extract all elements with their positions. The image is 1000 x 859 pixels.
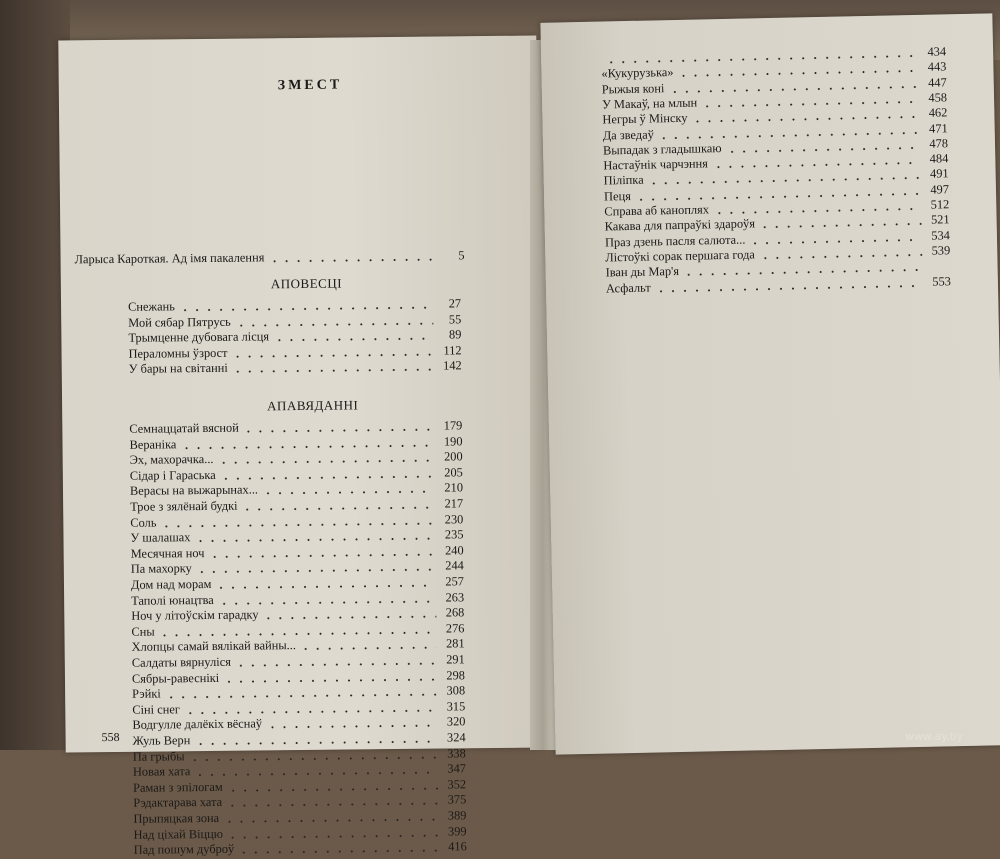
toc-entry: [75, 248, 465, 267]
dot-leader: [180, 444, 434, 449]
dot-leader: [266, 725, 437, 729]
toc-entry-page: 447: [927, 74, 947, 90]
toc-entry-title: Семнаццатай вясной: [129, 420, 239, 436]
left-page: [58, 36, 543, 857]
toc-entry-title: Водгулле далёкіх вёснаў: [132, 716, 263, 733]
toc-entry-page: 263: [445, 589, 465, 605]
toc-entry-title: Эх, махорачка...: [129, 452, 214, 467]
toc-entry-page: 399: [447, 823, 467, 839]
toc-entry-page: 230: [444, 511, 464, 527]
toc-entry-title: Салдаты вярнуліся: [131, 654, 231, 670]
toc-entry-title: Ларыса Кароткая. Ад імя пакалення: [74, 250, 265, 267]
toc-entry-title: Сны: [131, 624, 155, 639]
toc-entry-page: 484: [929, 151, 949, 166]
toc-entry-page: 497: [930, 181, 950, 197]
page-title: ЗМЕСТ: [277, 77, 343, 94]
toc-entry-page: 142: [443, 358, 462, 373]
toc-entry-title: Верасы на выжарынах...: [129, 482, 259, 499]
toc-entry-page: 324: [446, 730, 466, 745]
toc-entry-page: 315: [446, 699, 466, 714]
toc-entry-page: 240: [444, 543, 464, 558]
dot-leader: [263, 616, 437, 620]
toc-entry-page: 298: [446, 667, 466, 683]
dot-leader: [759, 223, 922, 228]
dot-leader: [235, 663, 437, 667]
toc-entry-page: 291: [446, 652, 465, 667]
toc-entry-title: Іван ды Мар'я: [605, 264, 680, 280]
dot-leader: [655, 284, 923, 292]
toc-entry-title: Прыпяцкая зона: [133, 810, 220, 826]
toc-entry-page: 27: [448, 296, 462, 311]
toc-entry-title: Рэдактарава хата: [133, 795, 223, 811]
toc-entry-title: Выпадак з гладышкаю: [602, 140, 722, 158]
watermark: www.ay.by: [905, 730, 964, 743]
toc-entry-title: Рэйкі: [132, 686, 161, 701]
dot-leader: [165, 694, 437, 699]
toc-entry-title: Какава для папраўкі здароўя: [604, 216, 756, 234]
page-number: 558: [101, 729, 120, 745]
dot-leader: [226, 803, 438, 807]
dot-leader: [218, 460, 435, 464]
toc-entry-page: 521: [930, 212, 950, 227]
dot-leader: [215, 585, 436, 589]
toc-entry-page: 347: [447, 761, 467, 776]
toc-entry-page: 375: [447, 792, 467, 807]
toc-entry-page: 235: [444, 527, 464, 542]
toc-entry-page: 257: [445, 574, 465, 589]
toc-entry-page: 55: [448, 311, 462, 327]
toc-entry-title: Дом над морам: [130, 576, 212, 592]
toc-entry-title: Трымценне дубовага лісця: [128, 329, 270, 345]
toc-entry-page: 352: [447, 777, 467, 792]
dot-leader: [184, 709, 437, 714]
toc-entry-title: Раман з эпілогам: [133, 779, 223, 795]
toc-entry-page: 205: [444, 465, 463, 480]
dot-leader: [268, 259, 436, 263]
toc-entry-page: 534: [931, 227, 951, 243]
dot-leader: [218, 600, 436, 604]
dot-leader: [189, 756, 438, 761]
toc-entry-page: 89: [448, 327, 462, 342]
toc-entry-page: 553: [932, 273, 952, 289]
toc-entry-page: 539: [931, 243, 951, 258]
toc-entry-title: Пераломны ўзрост: [128, 345, 228, 361]
toc-entry-title: Жуль Верн: [132, 733, 191, 748]
dot-leader: [273, 338, 433, 342]
toc-entry-title: Да зведаў: [602, 126, 654, 143]
dot-leader: [194, 772, 438, 777]
toc-entry-title: Над ціхай Віццю: [133, 826, 224, 842]
dot-leader: [179, 307, 433, 312]
section-heading: АПАВЯДАННІ: [267, 397, 359, 414]
dot-leader: [223, 819, 438, 823]
dot-leader: [232, 369, 434, 373]
toc-entry-title: Настаўнік чарчэння: [603, 156, 709, 173]
dot-leader: [194, 741, 437, 746]
dot-leader: [262, 491, 435, 495]
toc-entry-page: 416: [448, 839, 467, 854]
toc-entry-page: 217: [444, 496, 464, 511]
toc-entry-title: Таполі юнацтва: [131, 592, 214, 608]
toc-entry-title: Піліпка: [603, 173, 644, 188]
toc-entry-page: 478: [929, 136, 949, 151]
dot-leader: [223, 678, 437, 682]
dot-leader: [238, 850, 439, 854]
toc-entry-title: Трое з зялёнай будкі: [130, 498, 238, 514]
toc-entry-title: Па грыбы: [132, 748, 185, 764]
toc-entry-title: Сябры-равеснікі: [131, 670, 220, 686]
toc-entry-page: 443: [927, 59, 947, 75]
toc-entry-title: Вераніка: [129, 436, 177, 452]
dot-leader: [242, 507, 436, 511]
toc-entry-title: Лістоўкі сорак першага года: [605, 247, 755, 265]
toc-entry-title: У Макаў, на млын: [601, 95, 698, 112]
dot-leader: [759, 254, 922, 259]
toc-entry-page: 210: [444, 480, 464, 495]
toc-entry-title: Па махорку: [130, 561, 192, 577]
toc-entry-title: Ноч у літоўскім гарадку: [131, 607, 259, 623]
section-heading: АПОВЕСЦІ: [270, 275, 343, 292]
dot-leader: [232, 353, 434, 357]
toc-entry-page: 320: [446, 714, 466, 729]
toc-entry-page: 458: [928, 90, 948, 105]
dot-leader: [196, 569, 436, 574]
toc-entry-title: Праз дзень пасля салюта...: [604, 232, 746, 250]
dot-leader: [194, 538, 435, 543]
toc-entry-page: 281: [445, 636, 465, 651]
toc-entry: [134, 839, 467, 857]
dot-leader: [220, 475, 435, 479]
toc-entry-page: 434: [927, 44, 947, 59]
toc-entry-page: 268: [445, 605, 465, 620]
dot-leader: [749, 238, 922, 244]
dot-leader: [159, 631, 437, 636]
toc-entry-page: 244: [445, 558, 464, 573]
toc-entry-title: Соль: [130, 515, 157, 530]
toc-entry-title: Сіні снег: [132, 702, 180, 717]
toc-entry-page: 491: [929, 166, 949, 182]
toc-entry: [129, 359, 462, 377]
toc-entry-title: Справа аб каноплях: [604, 202, 710, 219]
toc-entry-title: У бары на світанні: [128, 361, 228, 377]
toc-entry-title: Пад пошум дуброў: [133, 841, 235, 857]
toc-entry-page: 112: [443, 343, 462, 358]
dot-leader: [227, 787, 438, 791]
toc-entry-title: Пеця: [603, 188, 631, 204]
toc-entry-title: «Кукурузька»: [601, 65, 674, 81]
toc-entry-title: Снежань: [128, 299, 175, 314]
toc-entry-page: 471: [928, 120, 948, 136]
dot-leader: [161, 522, 436, 527]
toc-entry-title: Новая хата: [132, 764, 191, 779]
toc-entry-page: 179: [443, 418, 463, 433]
dot-leader: [243, 429, 435, 433]
toc-entry-title: Мой сябар Пятрусь: [128, 314, 231, 330]
toc-entry-title: Асфальт: [605, 280, 651, 295]
right-page: [540, 13, 1000, 754]
toc-entry-title: Хлопцы самай вялікай вайны...: [131, 638, 297, 655]
toc-entry-title: Рыжыя коні: [601, 80, 665, 97]
toc-entry-page: 462: [928, 105, 948, 120]
toc-entry-page: 200: [443, 449, 463, 464]
toc-entry-title: У шалашах: [130, 530, 191, 545]
toc-entry-page: 190: [443, 433, 463, 449]
toc-entry-title: Месячная ноч: [130, 545, 205, 561]
toc-entry-title: Сідар і Гараська: [129, 467, 216, 483]
toc-entry-title: Негры ў Мінску: [602, 110, 688, 127]
toc-entry-page: 5: [458, 248, 465, 263]
dot-leader: [227, 834, 439, 838]
dot-leader: [235, 322, 433, 326]
dot-leader: [208, 553, 435, 557]
toc-entry-page: 338: [447, 745, 466, 761]
toc-entry-page: 389: [447, 808, 467, 823]
toc-entry-page: 512: [930, 197, 950, 212]
toc-entry-page: 276: [445, 621, 465, 636]
dot-leader: [300, 647, 437, 650]
toc-entry-page: 308: [446, 683, 466, 698]
